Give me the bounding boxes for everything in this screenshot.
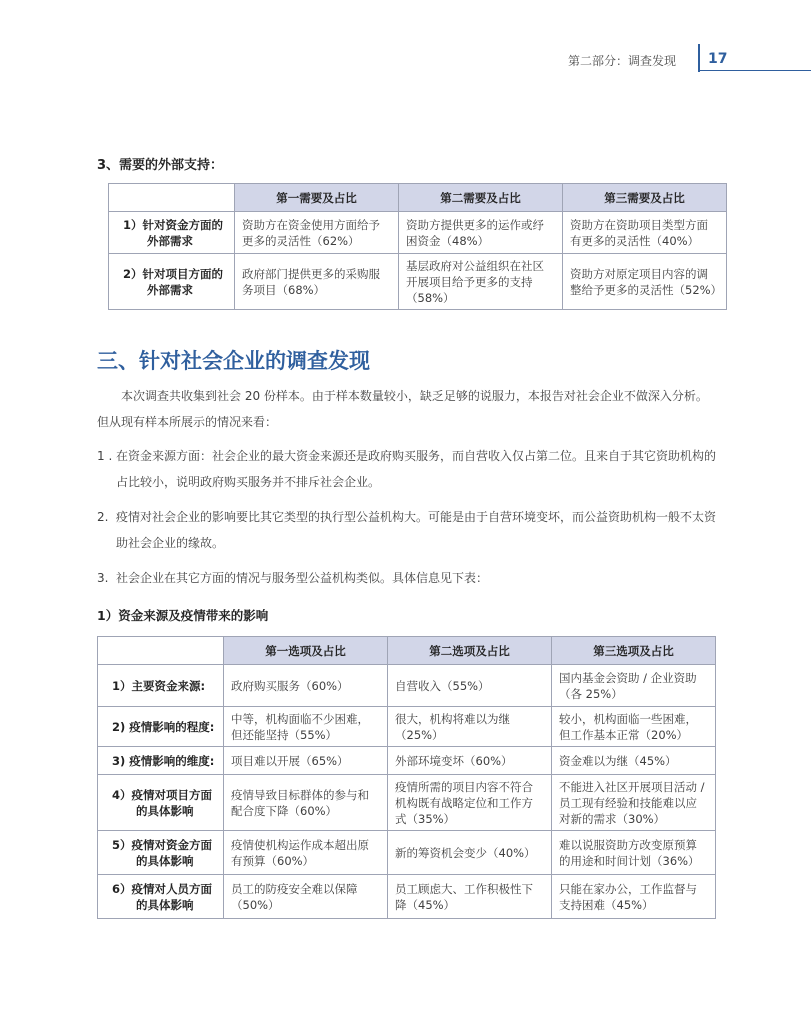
funding-impact-heading: 1）资金来源及疫情带来的影响	[97, 608, 269, 623]
row-header	[98, 775, 224, 831]
table-cell: 员工的防疫安全难以保障（50%）	[224, 875, 388, 919]
header-rule	[698, 70, 811, 71]
running-header-section: 第二部分：调查发现	[568, 54, 677, 68]
table-row	[98, 747, 716, 775]
column-header: 第三选项及占比	[552, 637, 716, 665]
table-cell: 基层政府对公益组织在社区开展项目给予更多的支持（58%）	[399, 254, 563, 310]
row-header-line2: 外部需求	[147, 233, 193, 248]
list-item-text: 社会企业在其它方面的情况与服务型公益机构类似。具体信息见下表：	[116, 571, 489, 585]
intro-paragraph: 本次调查共收集到社会 20 份样本。由于样本数量较小，缺乏足够的说服力，本报告对社会企业不做深入分析。但从现有样本所展示的情况来看：	[97, 389, 708, 429]
row-header: 1）主要资金来源:	[98, 665, 224, 707]
row-header	[109, 254, 235, 310]
column-header: 第三需要及占比	[563, 184, 727, 212]
table-row	[98, 875, 716, 919]
table-cell: 疫情导致目标群体的参与和配合度下降（60%）	[224, 775, 388, 831]
table-cell: 不能进入社区开展项目活动 / 员工现有经验和技能难以应对新的需求（30%）	[552, 775, 716, 831]
funding-impact-table	[97, 636, 716, 919]
row-header: 3) 疫情影响的维度:	[98, 747, 224, 775]
external-support-table	[108, 183, 727, 310]
list-item-text: 疫情对社会企业的影响要比其它类型的执行型公益机构大。可能是由于自营环境变坏，而公益资助机构一般不太资助社会企业的缘故。	[116, 510, 717, 550]
table-cell: 政府部门提供更多的采购服务项目（68%）	[235, 254, 399, 310]
table-cell: 资助方在资助项目类型方面有更多的灵活性（40%）	[563, 212, 727, 254]
table-cell: 疫情使机构运作成本超出原有预算（60%）	[224, 831, 388, 875]
column-header: 第二需要及占比	[399, 184, 563, 212]
table-cell: 自营收入（55%）	[388, 665, 552, 707]
table-cell: 政府购买服务（60%）	[224, 665, 388, 707]
table-cell: 资助方对原定项目内容的调整给予更多的灵活性（52%）	[563, 254, 727, 310]
list-item-number: 2.	[97, 510, 109, 524]
table-row	[109, 254, 727, 310]
table-cell: 员工顾虑大、工作积极性下降（45%）	[388, 875, 552, 919]
table-row	[109, 212, 727, 254]
table-cell: 较小，机构面临一些困难，但工作基本正常（20%）	[552, 707, 716, 747]
table-cell: 很大，机构将难以为继（25%）	[388, 707, 552, 747]
page-number: 17	[708, 51, 728, 67]
row-header	[98, 831, 224, 875]
row-header-line1: 4）疫情对项目方面	[112, 787, 213, 802]
column-header: 第一需要及占比	[235, 184, 399, 212]
row-header-line1: 5）疫情对资金方面	[112, 837, 213, 852]
row-header-line1: 1）针对资金方面的	[123, 217, 224, 232]
column-header: 第二选项及占比	[388, 637, 552, 665]
table-cell: 外部环境变坏（60%）	[388, 747, 552, 775]
table-corner-cell	[109, 184, 235, 212]
list-item-text: 在资金来源方面：社会企业的最大资金来源还是政府购买服务，而自营收入仅占第二位。且来自于其它资助机构的占比较小，说明政府购买服务并不排斥社会企业。	[116, 449, 717, 489]
table-cell: 国内基金会资助 / 企业资助（各 25%）	[552, 665, 716, 707]
row-header-line1: 2）针对项目方面的	[123, 266, 224, 281]
table-row	[98, 665, 716, 707]
table-cell: 资金难以为继（45%）	[552, 747, 716, 775]
row-header: 2) 疫情影响的程度:	[98, 707, 224, 747]
table-cell: 疫情所需的项目内容不符合机构既有战略定位和工作方式（35%）	[388, 775, 552, 831]
table-row	[98, 831, 716, 875]
table-row	[98, 775, 716, 831]
header-divider	[698, 44, 700, 72]
table-cell: 项目难以开展（65%）	[224, 747, 388, 775]
table-cell: 中等，机构面临不少困难，但还能坚持（55%）	[224, 707, 388, 747]
row-header-line2: 的具体影响	[136, 803, 194, 818]
column-header: 第一选项及占比	[224, 637, 388, 665]
row-header-line2: 的具体影响	[136, 853, 194, 868]
list-item-number: 3.	[97, 571, 109, 585]
list-item-number: 1 .	[97, 449, 113, 463]
row-header	[109, 212, 235, 254]
table-cell: 难以说服资助方改变原预算的用途和时间计划（36%）	[552, 831, 716, 875]
table-corner-cell	[98, 637, 224, 665]
row-header	[98, 875, 224, 919]
table-row	[98, 707, 716, 747]
row-header-line2: 外部需求	[147, 282, 193, 297]
section-title: 三、针对社会企业的调查发现	[97, 349, 370, 373]
row-header-line2: 的具体影响	[136, 897, 194, 912]
table-cell: 资助方提供更多的运作或纾困资金（48%）	[399, 212, 563, 254]
table-cell: 新的筹资机会变少（40%）	[388, 831, 552, 875]
row-header-line1: 6）疫情对人员方面	[112, 881, 213, 896]
external-support-heading: 3、需要的外部支持：	[97, 158, 224, 173]
table-cell: 只能在家办公，工作监督与支持困难（45%）	[552, 875, 716, 919]
table-cell: 资助方在资金使用方面给予更多的灵活性（62%）	[235, 212, 399, 254]
